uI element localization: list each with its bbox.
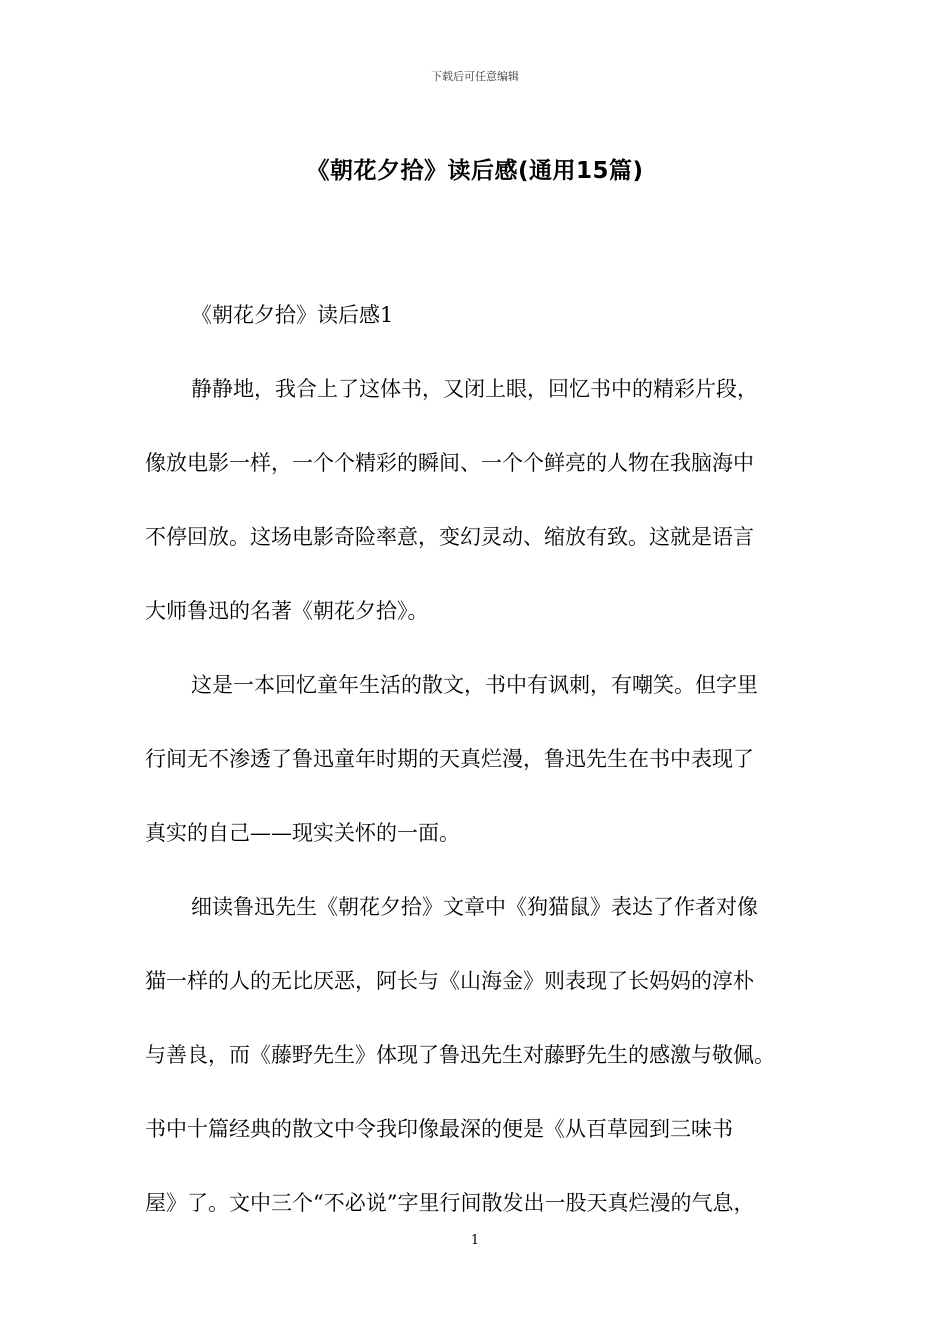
page-number: 1 [470, 1233, 480, 1248]
paragraph-line: 不停回放。这场电影奇险率意，变幻灵动、缩放有致。这就是语言 [145, 525, 754, 549]
paragraph-line: 行间无不渗透了鲁迅童年时期的天真烂漫，鲁迅先生在书中表现了 [145, 747, 754, 771]
document-title: 《朝花夕拾》读后感(通用15篇) [306, 158, 644, 184]
section-heading: 《朝花夕拾》读后感1 [191, 303, 394, 327]
paragraph-line: 真实的自己——现实关怀的一面。 [145, 821, 460, 845]
document-body [145, 278, 825, 1240]
paragraph-line: 静静地，我合上了这体书，又闭上眼，回忆书中的精彩片段， [191, 377, 758, 401]
paragraph-line: 细读鲁迅先生《朝花夕拾》文章中《狗猫鼠》表达了作者对像 [191, 895, 758, 919]
paragraph-line: 猫一样的人的无比厌恶，阿长与《山海金》则表现了长妈妈的淳朴 [145, 969, 754, 993]
paragraph-line: 屋》了。文中三个“不必说”字里行间散发出一股天真烂漫的气息， [145, 1191, 755, 1215]
paragraph-line: 像放电影一样，一个个精彩的瞬间、一个个鲜亮的人物在我脑海中 [145, 451, 754, 475]
paragraph-line: 大师鲁迅的名著《朝花夕拾》。 [145, 599, 429, 623]
header-note: 下载后可任意编辑 [431, 70, 519, 83]
paragraph-line: 书中十篇经典的散文中令我印像最深的便是《从百草园到三味书 [145, 1117, 733, 1141]
paragraph-line: 这是一本回忆童年生活的散文，书中有讽刺，有嘲笑。但字里 [191, 673, 758, 697]
paragraph-line: 与善良，而《藤野先生》体现了鲁迅先生对藤野先生的感激与敬佩。 [145, 1043, 775, 1067]
